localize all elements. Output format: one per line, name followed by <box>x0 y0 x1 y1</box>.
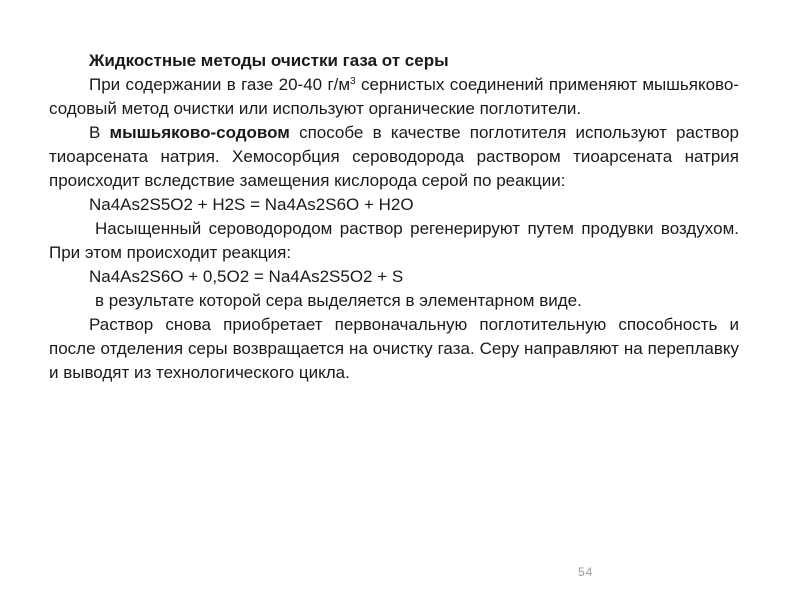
paragraph-arsenic-soda-text: способе в качестве поглотителя используют раствор тиоарсената натрия. Хемосорбция сероводорода раствором тиоарсената натрия происходит вследствие замещения кислорода серой по реакции: <box>49 123 740 190</box>
paragraph-intro-text: При содержании в газе 20-40 г/м <box>89 75 351 94</box>
paragraph-arsenic-soda <box>49 121 739 193</box>
page-number: 54 <box>578 565 594 579</box>
reaction-formula-2: Na4As2S6O + 0,5O2 = Na4As2S5O2 + S <box>89 267 404 286</box>
paragraph-sulfur-release: в результате которой сера выделяется в элементарном виде. <box>95 291 582 310</box>
paragraph-conclusion: Раствор снова приобретает первоначальную поглотительную способность и после отделения серы возвращается на очистку газа. Серу направляют на переплавку и выводят из технологического цикла. <box>49 315 739 382</box>
paragraph-regeneration: Насыщенный сероводородом раствор регенерируют путем продувки воздухом. При этом происходит реакция: <box>49 219 739 262</box>
paragraph-intro-text-rest: сернистых соединений применяют мышьяково-содовый метод очистки или используют органические поглотители. <box>49 75 739 118</box>
paragraph-intro <box>49 73 739 121</box>
reaction-formula-1: Na4As2S5O2 + H2S = Na4As2S6O + H2O <box>89 195 414 214</box>
slide-content <box>49 49 739 385</box>
method-name-bold: мышьяково-содовом <box>109 123 290 142</box>
paragraph-arsenic-soda-prefix: В <box>89 123 110 142</box>
superscript-cubic: 3 <box>350 76 356 87</box>
slide-title: Жидкостные методы очистки газа от серы <box>89 51 449 70</box>
